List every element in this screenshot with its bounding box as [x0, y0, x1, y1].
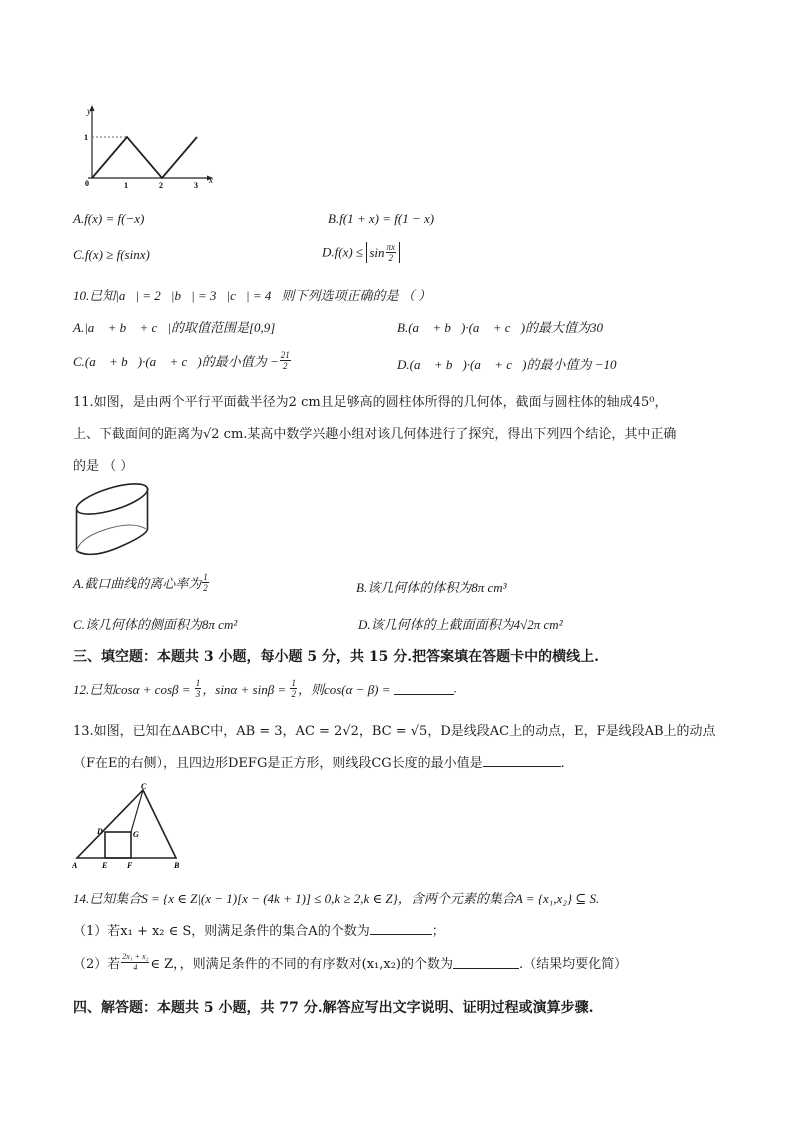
q13-line-2: [73, 752, 565, 771]
q10-stem: 10.已知|a⃗| = 2，|b⃗| = 3，|c⃗| = 4，则下列选项正确的是 （ ）: [73, 288, 431, 303]
q9-option-d-den: 2: [388, 253, 393, 263]
q14-part-2-b: ∈ Z，，则满足条件的不同的有序数对(x₁,x₂)的个数为: [150, 957, 453, 972]
q9-option-d-num: πx: [386, 242, 396, 252]
q12-frac-2-num: 1: [291, 678, 296, 688]
q11-cylinder-figure: [72, 478, 154, 558]
q13-answer-blank[interactable]: [483, 754, 561, 767]
q9-option-d-prefix: D.f(x) ≤: [322, 244, 364, 260]
label-b: B: [174, 861, 180, 870]
q11-line-1: 11.如图，是由两个平行平面截半径为2 cm且足够高的圆柱体所得的几何体，截面与圆柱体的轴成45⁰，: [73, 395, 668, 410]
label-g: G: [133, 830, 139, 839]
q9-option-d-abs: [366, 242, 400, 263]
q12: [73, 678, 457, 699]
q10-option-c-num: 21: [280, 350, 290, 360]
q12-frac-2-den: 2: [291, 689, 296, 699]
q10-option-c: [73, 350, 292, 371]
q13-triangle-figure: [72, 780, 187, 870]
top-section-ellipse: [73, 478, 150, 520]
section-3-heading: 三、填空题：本题共 3 小题，每小题 5 分，共 15 分.把答案填在答题卡中的横线上.: [73, 649, 599, 665]
q10-option-d: D.(a⃗ + b⃗)·(a⃗ + c⃗)的最小值为 −10: [397, 357, 617, 372]
q11-option-a-num: 1: [203, 572, 208, 582]
q9-option-c: C.f(x) ≥ f(sinx): [73, 247, 150, 262]
q11-option-a: [73, 572, 210, 593]
q10-option-b: B.(a⃗ + b⃗)·(a⃗ + c⃗)的最大值为30: [397, 320, 604, 335]
q14-stem: 14.已知集合S = {x ∈ Z|(x − 1)[x − (4k + 1)] ≤ 0,k ≥ 2,k ∈ Z}，含两个元素的集合A = {x₁,x₂} ⊆ S.: [73, 891, 600, 906]
q11-line-2: 上、下截面间的距离为√2 cm.某高中数学兴趣小组对该几何体进行了探究，得出下列四个结论，其中正确: [73, 427, 677, 442]
q14-part-2-a: （2）若: [73, 957, 121, 972]
label-f: F: [127, 861, 133, 870]
q14-part-2-den: 4: [133, 963, 138, 972]
bottom-section-visible: [77, 530, 148, 554]
q14-part-1-text: （1）若x₁ + x₂ ∈ S，则满足条件的集合A的个数为: [73, 924, 370, 939]
y-label: y: [87, 106, 91, 116]
q13-end: .: [560, 756, 565, 771]
q9-option-d-sin: sin: [369, 244, 385, 260]
q12-part-2: ，sinα + sinβ =: [202, 682, 290, 697]
function-curve: [92, 137, 197, 178]
label-d: D: [97, 827, 103, 836]
q9-option-d: [322, 242, 400, 263]
q14-part-2-end: .（结果均要化简）: [519, 957, 628, 972]
q9-option-a: A.f(x) = f(−x): [73, 211, 145, 226]
q12-end: .: [453, 680, 458, 696]
q10-option-c-den: 2: [283, 361, 288, 371]
q13-line-2-text: （F在E的右侧），且四边形DEFG是正方形，则线段CG长度的最小值是: [73, 756, 483, 771]
q11-option-a-prefix: A.截口曲线的离心率为: [73, 576, 202, 591]
q12-frac-1-den: 3: [195, 689, 201, 699]
q14-part-1-blank[interactable]: [370, 922, 432, 935]
q12-part-1: 12.已知cosα + cosβ =: [73, 682, 194, 697]
label-c: C: [141, 782, 147, 791]
q9-function-graph: [70, 100, 220, 190]
triangle-abc: [77, 790, 176, 858]
q14-part-2-blank[interactable]: [453, 956, 519, 969]
q14-part-2-num: 2x₁ + x₂: [122, 952, 149, 961]
label-a: A: [72, 861, 78, 870]
q14-part-1: [73, 920, 445, 939]
x-label: x: [209, 175, 213, 185]
q9-option-b: B.f(1 + x) = f(1 − x): [328, 211, 435, 226]
section-4-heading: 四、解答题：本题共 5 小题，共 77 分.解答应写出文字说明、证明过程或演算步骤.: [73, 1000, 594, 1016]
q14-part-2: [73, 952, 627, 973]
label-e: E: [102, 861, 108, 870]
x-tick-1: 1: [124, 181, 128, 190]
origin-label: 0: [85, 179, 89, 188]
q11-option-b: B.该几何体的体积为8π cm³: [356, 580, 507, 595]
x-tick-3: 3: [194, 181, 198, 190]
q12-answer-blank[interactable]: [394, 682, 454, 695]
q11-option-c: C.该几何体的侧面积为8π cm²: [73, 617, 238, 632]
q13-line-1: 13.如图，已知在ΔABC中，AB = 3，AC = 2√2，BC = √5，D是线段AC上的动点，E，F是线段AB上的动点: [73, 724, 716, 739]
square-defg: [105, 832, 131, 858]
q10-option-a: A.|a⃗ + b⃗ + c⃗|的取值范围是[0,9]: [73, 320, 276, 335]
q11-option-d: D.该几何体的上截面面积为4√2π cm²: [358, 617, 563, 632]
q14-part-1-end: ；: [431, 924, 445, 939]
x-tick-2: 2: [159, 181, 163, 190]
y-tick-1: 1: [84, 133, 88, 142]
q11-option-a-den: 2: [203, 583, 208, 593]
q12-part-3: ，则cos(α − β) =: [297, 682, 394, 697]
q11-line-3: 的是 （ ）: [73, 459, 134, 474]
q12-frac-1-num: 1: [195, 678, 201, 688]
q10-option-c-prefix: C.(a⃗ + b⃗)·(a⃗ + c⃗)的最小值为 −: [73, 354, 279, 369]
